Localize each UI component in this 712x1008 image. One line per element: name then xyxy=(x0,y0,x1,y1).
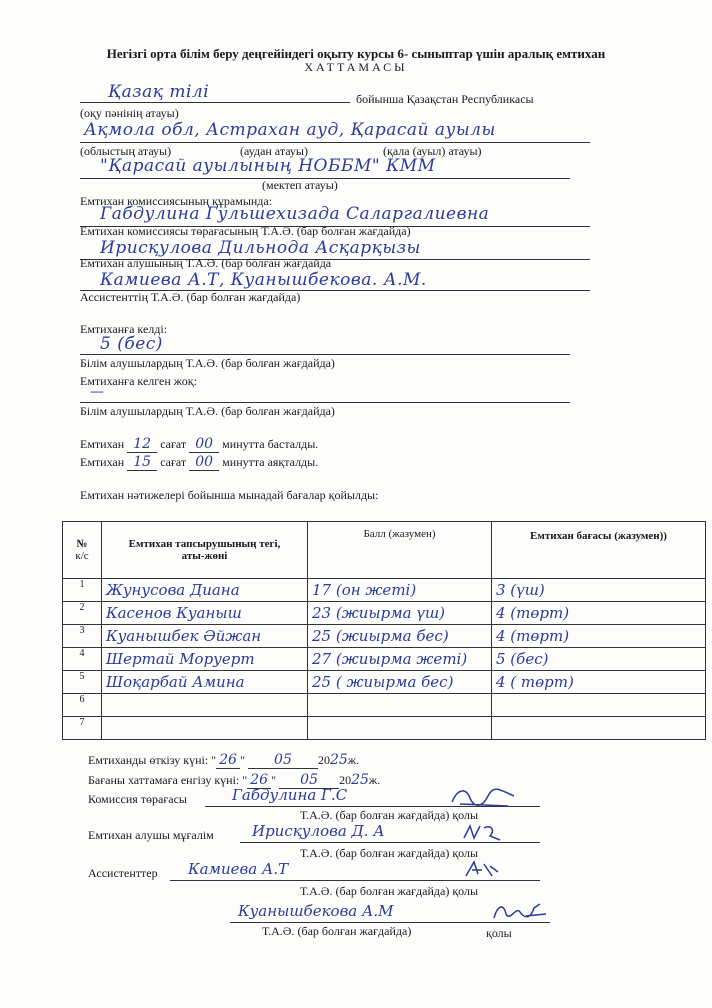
row-name: Шоқарбай Аминa xyxy=(102,671,308,694)
row-name xyxy=(102,694,308,717)
examiner-signature-icon xyxy=(460,820,504,846)
attendance-absent-label: Емтиханға келген жоқ: xyxy=(80,374,197,388)
row-score xyxy=(308,694,492,717)
entry-date-month: 05 xyxy=(279,772,339,789)
row-name: Шертай Моруерт xyxy=(102,648,308,671)
sign-assistant1-caption: Т.А.Ә. (бар болған жағдайда) қолы xyxy=(300,884,479,898)
location-caption-region: (облыстың атауы) xyxy=(80,144,172,158)
sign-examiner-label: Емтихан алушы мұғалім xyxy=(88,828,214,842)
row-name: Жунусова Диана xyxy=(102,579,308,602)
attendance-came-value: 5 (бес) xyxy=(100,334,163,354)
row-score: 25 ( жиырма бес) xyxy=(308,671,492,694)
row-score: 25 (жиырма бес) xyxy=(308,625,492,648)
row-num: 7 xyxy=(63,717,102,740)
commission-chair-value: Габдулина Гульшехизада Саларгалиевна xyxy=(100,204,490,224)
sign-assistant1-value: Камиева А.Т xyxy=(188,860,289,878)
subject-value: Қазақ тілі xyxy=(108,82,210,102)
header-name-line1: Емтихан тапсырушының тегі, xyxy=(128,538,281,550)
results-table xyxy=(62,521,706,740)
time-end-prefix: Емтихан xyxy=(80,455,125,469)
subject-line xyxy=(80,102,350,103)
attendance-absent-value: — xyxy=(90,384,104,400)
commission-assistants-value: Камиева А.Т, Куанышбекова. А.М. xyxy=(100,270,427,290)
row-grade: 4 ( төрт) xyxy=(492,671,706,694)
sign-examiner-caption: Т.А.Ә. (бар болған жағдайда) қолы xyxy=(300,846,479,860)
entry-date-year-prefix: 20 xyxy=(339,773,352,787)
results-intro: Емтихан нәтижелері бойынша мынадай бағалар қойылды: xyxy=(80,488,379,502)
entry-date-label: Бағаны хаттамаға енгізу күні: " xyxy=(88,773,248,787)
row-grade xyxy=(492,694,706,717)
time-start-hour: 12 xyxy=(127,436,157,453)
row-grade xyxy=(492,717,706,740)
subject-caption: (оқу пәнінің атауы) xyxy=(80,106,179,120)
time-start-suffix: минутта басталды. xyxy=(222,437,319,451)
table-row xyxy=(63,694,706,717)
row-grade: 5 (бес) xyxy=(492,648,706,671)
time-end-hour-word: сағат xyxy=(160,455,187,469)
table-row xyxy=(63,671,706,694)
row-grade: 3 (үш) xyxy=(492,579,706,602)
time-start-row xyxy=(80,436,318,453)
row-num: 3 xyxy=(63,625,102,648)
entry-date-end: ж. xyxy=(368,773,381,787)
attendance-came-caption: Білім алушылардың Т.А.Ә. (бар болған жағдайда) xyxy=(80,356,335,370)
time-start-prefix: Емтихан xyxy=(80,437,125,451)
subject-suffix: бойынша Қазақстан Республикасы xyxy=(356,92,534,106)
document-title: Негізгі орта білім беру деңгейіндегі оқыту курсы 6- сыныптар үшін аралық емтихан xyxy=(106,46,606,61)
sign-assistant2-caption-sign: қолы xyxy=(486,926,512,940)
attendance-absent-line xyxy=(80,402,570,403)
header-num-line2: к/с xyxy=(75,550,89,562)
table-row xyxy=(63,602,706,625)
commission-chair-caption: Емтихан комиссиясы төрағасының Т.А.Ә. (бар болған жағдайда) xyxy=(80,224,411,238)
attendance-came-line xyxy=(80,354,570,355)
row-score: 27 (жиырма жеті) xyxy=(308,648,492,671)
row-name: Касенов Куаныш xyxy=(102,602,308,625)
sign-chair-label: Комиссия төрағасы xyxy=(88,792,187,806)
time-end-min: 00 xyxy=(189,454,219,471)
location-caption-city: (қала (ауыл) атауы) xyxy=(383,144,482,158)
row-name xyxy=(102,717,308,740)
time-end-hour: 15 xyxy=(127,454,157,471)
location-caption-district: (аудан атауы) xyxy=(240,144,308,158)
sign-chair-value: Габдулина Г.С xyxy=(232,786,348,804)
commission-assistants-caption: Ассистенттің Т.А.Ә. (бар болған жағдайда) xyxy=(80,290,301,304)
table-row xyxy=(63,625,706,648)
entry-date-day: 26 xyxy=(247,772,271,789)
header-name-line2: аты-жөні xyxy=(181,550,228,562)
row-grade: 4 (төрт) xyxy=(492,602,706,625)
entry-date-row: Бағаны хаттамаға енгізу күні: " 26 " 05 2025ж. xyxy=(88,772,381,788)
time-end-suffix: минутта аяқталды. xyxy=(222,455,319,469)
sign-assistants-label: Ассистенттер xyxy=(88,866,158,880)
row-name: Куанышбек Әйжан xyxy=(102,625,308,648)
assistant2-signature-icon xyxy=(490,898,550,926)
location-line xyxy=(80,142,590,143)
attendance-absent-caption: Білім алушылардың Т.А.Ә. (бар болған жағдайда) xyxy=(80,404,335,418)
school-value: "Қарасай ауылының НОББМ" КММ xyxy=(100,156,436,176)
header-grade: Емтихан бағасы (жазумен)) xyxy=(492,522,706,579)
row-num: 6 xyxy=(63,694,102,717)
header-num xyxy=(63,522,102,579)
sign-chair-caption: Т.А.Ә. (бар болған жағдайда) қолы xyxy=(300,808,479,822)
time-end-row xyxy=(80,454,318,471)
row-score: 23 (жиырма үш) xyxy=(308,602,492,625)
header-name xyxy=(102,522,308,579)
time-start-hour-word: сағат xyxy=(160,437,187,451)
commission-label: Емтихан комиссиясының құрамында: xyxy=(80,194,273,208)
document-subtitle: ХАТТАМАСЫ xyxy=(304,60,408,74)
location-value: Ақмола обл, Астрахан ауд, Қарасай ауылы xyxy=(84,120,496,140)
commission-examiner-caption: Емтихан алушының Т.А.Ә. (бар болған жағдайда xyxy=(80,256,332,270)
exam-date-end: ж. xyxy=(347,753,360,767)
table-row xyxy=(63,579,706,602)
row-grade: 4 (төрт) xyxy=(492,625,706,648)
row-score: 17 (он жеті) xyxy=(308,579,492,602)
row-score xyxy=(308,717,492,740)
sign-examiner-value: Ирисқулова Д. А xyxy=(252,822,385,840)
row-num: 1 xyxy=(63,579,102,602)
exam-date-day: 26 xyxy=(216,752,240,769)
row-num: 2 xyxy=(63,602,102,625)
exam-date-year-suffix: 25 xyxy=(329,752,348,768)
exam-date-month: 05 xyxy=(248,752,318,769)
table-row xyxy=(63,717,706,740)
exam-date-label: Емтиханды өткізу күні: " xyxy=(88,753,217,767)
row-num: 5 xyxy=(63,671,102,694)
time-start-min: 00 xyxy=(189,436,219,453)
sign-assistant2-caption-name: Т.А.Ә. (бар болған жағдайда) xyxy=(262,924,412,938)
exam-date-row: Емтиханды өткізу күні: " 26 " 05 2025ж. xyxy=(88,752,360,768)
exam-date-year-prefix: 20 xyxy=(317,753,330,767)
entry-date-year-suffix: 25 xyxy=(351,772,369,788)
header-num-line1: № xyxy=(76,538,88,550)
table-header-row xyxy=(63,522,706,579)
school-caption: (мектеп атауы) xyxy=(262,178,338,192)
header-score: Балл (жазумен) xyxy=(308,522,492,579)
table-row xyxy=(63,648,706,671)
row-num: 4 xyxy=(63,648,102,671)
commission-examiner-value: Ирисқулова Дильнода Асқарқызы xyxy=(100,238,421,258)
assistant1-signature-icon xyxy=(462,858,502,882)
attendance-came-label: Емтиханға келді: xyxy=(80,322,168,336)
sign-assistant2-value: Куанышбекова А.М xyxy=(238,902,394,920)
